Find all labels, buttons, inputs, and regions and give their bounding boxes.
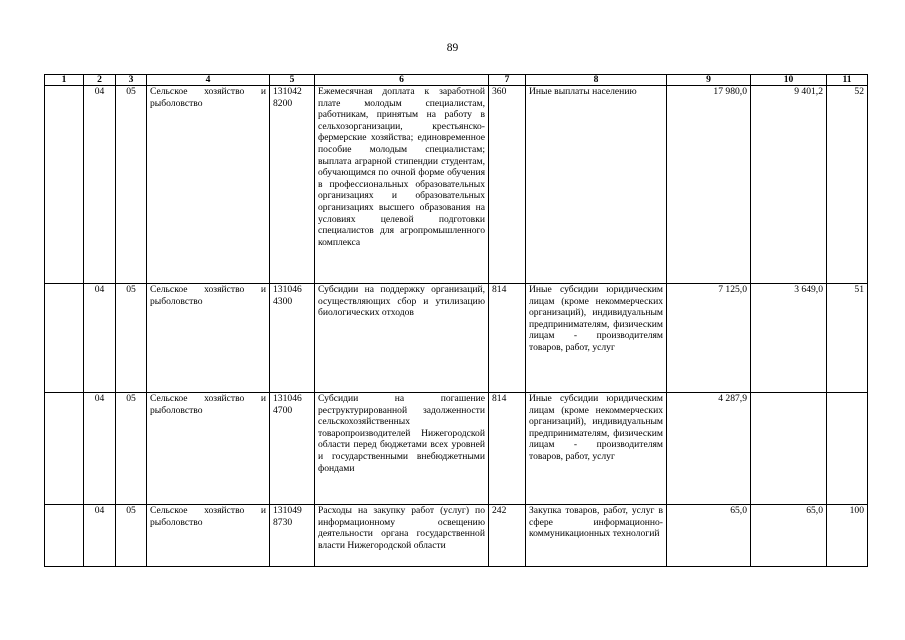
cell-description: Ежемесячная доплата к заработной плате молодым специалистам, работникам, принятым на работу в сельхозорганизации, крестьянско-фермерские хозяйства; единовременное пособие молодым специалистам; выплата аграрной стипендии студентам, обучающимся по очной форме обучения в профессиональных образовательных организациях и образовательных организациях высшего образования на условиях целевой подготовки специалистов для агропромышленного комплекса: [315, 86, 489, 284]
table-row: [45, 86, 868, 284]
cell-expense-type-name: Иные выплаты населению: [526, 86, 667, 284]
cell-target-code: 131046 4300: [270, 284, 315, 393]
cell-section-name: Сельское хозяйство и рыболовство: [147, 284, 270, 393]
header-cell: 1: [45, 75, 84, 86]
cell-expense-type-name: Иные субсидии юридическим лицам (кроме некоммерческих организаций), индивидуальным предпринимателям, физическим лицам - производителям товаров, работ, услуг: [526, 284, 667, 393]
table-row: [45, 393, 868, 505]
cell-description: Субсидии на погашение реструктурированной задолженности сельскохозяйственных товаропроизводителей Нижегородской области перед бюджетами всех уровней и государственными внебюджетными фондами: [315, 393, 489, 505]
cell-target-code: 131049 8730: [270, 505, 315, 567]
cell-expense-type: 814: [489, 393, 526, 505]
cell-percent: 51: [827, 284, 868, 393]
cell-expense-type-name: Иные субсидии юридическим лицам (кроме некоммерческих организаций), индивидуальным предпринимателям, физическим лицам - производителям товаров, работ, услуг: [526, 393, 667, 505]
header-cell: 5: [270, 75, 315, 86]
header-cell: 2: [84, 75, 116, 86]
cell-amount-actual: [751, 393, 827, 505]
cell-expense-type: 814: [489, 284, 526, 393]
cell-subsection: 05: [116, 284, 147, 393]
cell-number: [45, 86, 84, 284]
header-row: [45, 75, 868, 86]
header-cell: 10: [751, 75, 827, 86]
header-cell: 6: [315, 75, 489, 86]
cell-section: 04: [84, 86, 116, 284]
cell-amount-plan: 65,0: [667, 505, 751, 567]
cell-section-name: Сельское хозяйство и рыболовство: [147, 86, 270, 284]
cell-percent: 100: [827, 505, 868, 567]
header-cell: 7: [489, 75, 526, 86]
cell-number: [45, 393, 84, 505]
cell-expense-type: 360: [489, 86, 526, 284]
header-cell: 4: [147, 75, 270, 86]
cell-section-name: Сельское хозяйство и рыболовство: [147, 393, 270, 505]
header-cell: 3: [116, 75, 147, 86]
page-number: 89: [446, 42, 459, 54]
cell-percent: [827, 393, 868, 505]
header-cell: 9: [667, 75, 751, 86]
cell-amount-plan: 17 980,0: [667, 86, 751, 284]
cell-description: Субсидии на поддержку организаций, осуществляющих сбор и утилизацию биологических отходов: [315, 284, 489, 393]
cell-expense-type-name: Закупка товаров, работ, услуг в сфере информационно-коммуникационных технологий: [526, 505, 667, 567]
cell-amount-actual: 9 401,2: [751, 86, 827, 284]
cell-amount-plan: 4 287,9: [667, 393, 751, 505]
cell-target-code: 131046 4700: [270, 393, 315, 505]
budget-table: [44, 74, 868, 567]
header-cell: 8: [526, 75, 667, 86]
cell-section: 04: [84, 393, 116, 505]
cell-expense-type: 242: [489, 505, 526, 567]
cell-subsection: 05: [116, 86, 147, 284]
cell-percent: 52: [827, 86, 868, 284]
cell-subsection: 05: [116, 505, 147, 567]
header-cell: 11: [827, 75, 868, 86]
cell-number: [45, 505, 84, 567]
cell-description: Расходы на закупку работ (услуг) по информационному освещению деятельности органа государственной власти Нижегородской области: [315, 505, 489, 567]
table-row: [45, 505, 868, 567]
cell-amount-actual: 3 649,0: [751, 284, 827, 393]
cell-target-code: 131042 8200: [270, 86, 315, 284]
cell-section: 04: [84, 505, 116, 567]
cell-subsection: 05: [116, 393, 147, 505]
cell-section: 04: [84, 284, 116, 393]
table-row: [45, 284, 868, 393]
cell-amount-plan: 7 125,0: [667, 284, 751, 393]
cell-amount-actual: 65,0: [751, 505, 827, 567]
cell-section-name: Сельское хозяйство и рыболовство: [147, 505, 270, 567]
cell-number: [45, 284, 84, 393]
